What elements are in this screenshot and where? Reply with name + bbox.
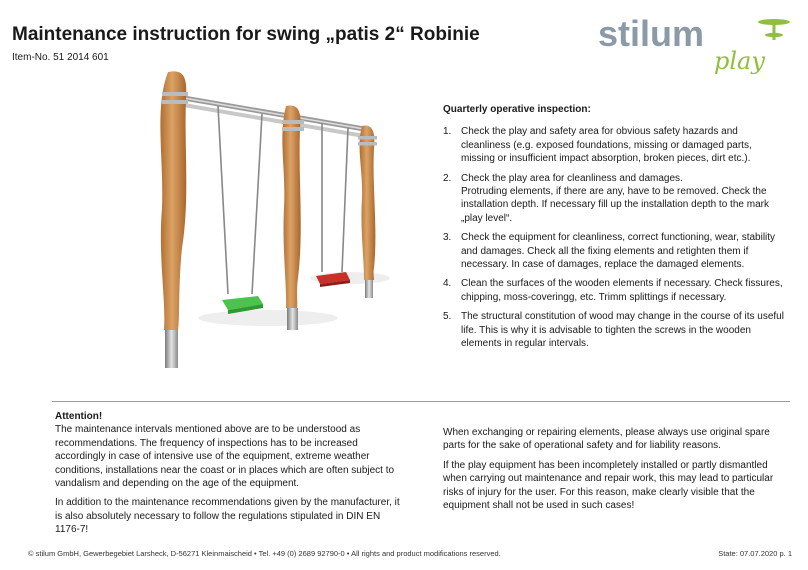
item-text: Check the play area for cleanliness and damages. <box>461 172 683 184</box>
attention-paragraph-2: In addition to the maintenance recommendations given by the manufacturer, it is also absolutely necessary to follow the regulations stipulated in DIN EN 1176-7! <box>55 497 400 536</box>
page-title: Maintenance instruction for swing „patis 2“ Robinie <box>12 24 480 45</box>
section-divider <box>52 401 790 402</box>
item-number: Item-No. 51 2014 601 <box>12 52 109 63</box>
swing-illustration <box>150 68 400 378</box>
item-text: The structural constitution of wood may change in the course of its useful life. This is why it is advisable to tighten the screws in the wooden elements in regular intervals. <box>461 311 784 350</box>
item-text-continued: Protruding elements, if there are any, have to be removed. Check the installation depth. If necessary fill up the installation depth to the mark „play level“. <box>461 186 769 224</box>
list-item <box>443 172 788 226</box>
inspection-section <box>443 103 788 357</box>
spinner-icon <box>758 19 790 40</box>
attention-section <box>55 410 400 543</box>
item-text: Check the play and safety area for obvious safety hazards and cleanliness (e.g. exposed foundations, missing or damaged parts, missing or insufficient impact absorption, broken pieces, dirt etc.). <box>461 126 752 165</box>
list-item <box>443 310 788 350</box>
spare-parts-paragraph: When exchanging or repairing elements, please always use original spare parts for the sake of operational safety and for liability reasons. <box>443 427 770 452</box>
logo-word: stilum <box>598 14 705 54</box>
item-number-label: 2. <box>443 172 452 184</box>
dismantled-warning-paragraph: If the play equipment has been incompletely installed or partly dismantled when carrying out maintenance and repair work, this may lead to particular risks of injury for the user. For this reason, make clearly visible that the equipment shall not be used in such cases! <box>443 459 774 512</box>
footer-state-page: State: 07.07.2020 p. 1 <box>718 549 792 558</box>
item-number-label: 5. <box>443 311 452 323</box>
list-item <box>443 125 788 165</box>
item-text: Check the equipment for cleanliness, correct functioning, wear, stability and damages. Check all the fixing elements and retighten them if necessary. In case of damages, replace the damaged elements. <box>461 232 776 271</box>
attention-paragraph-1: The maintenance intervals mentioned above are to be understood as recommendations. The frequency of inspections has to be increased accordingly in case of intensive use of the equipment, extreme weather conditions, installations near the coast or in places which are often subject to vandalism and depending on the age of the equipment. <box>55 424 395 490</box>
inspection-heading: Quarterly operative inspection: <box>443 104 591 115</box>
logo-sub: play <box>714 47 765 74</box>
inspection-list <box>443 125 788 350</box>
list-item <box>443 231 788 271</box>
item-number-label: 1. <box>443 126 452 138</box>
stilum-play-logo <box>596 14 796 74</box>
list-item <box>443 277 788 304</box>
item-number-label: 3. <box>443 232 452 244</box>
footer-copyright: © stilum GmbH, Gewerbegebiet Larsheck, D-56271 Kleinmaischeid • Tel. +49 (0) 2689 92790-0 • All rights and product modifications reserved. <box>28 549 501 558</box>
attention-heading: Attention! <box>55 411 103 422</box>
spare-parts-notes <box>443 426 788 518</box>
item-text: Clean the surfaces of the wooden elements if necessary. Check fissures, chipping, moss-coveringg, etc. Trimm splittings if necessary. <box>461 278 783 303</box>
item-number-label: 4. <box>443 278 452 290</box>
